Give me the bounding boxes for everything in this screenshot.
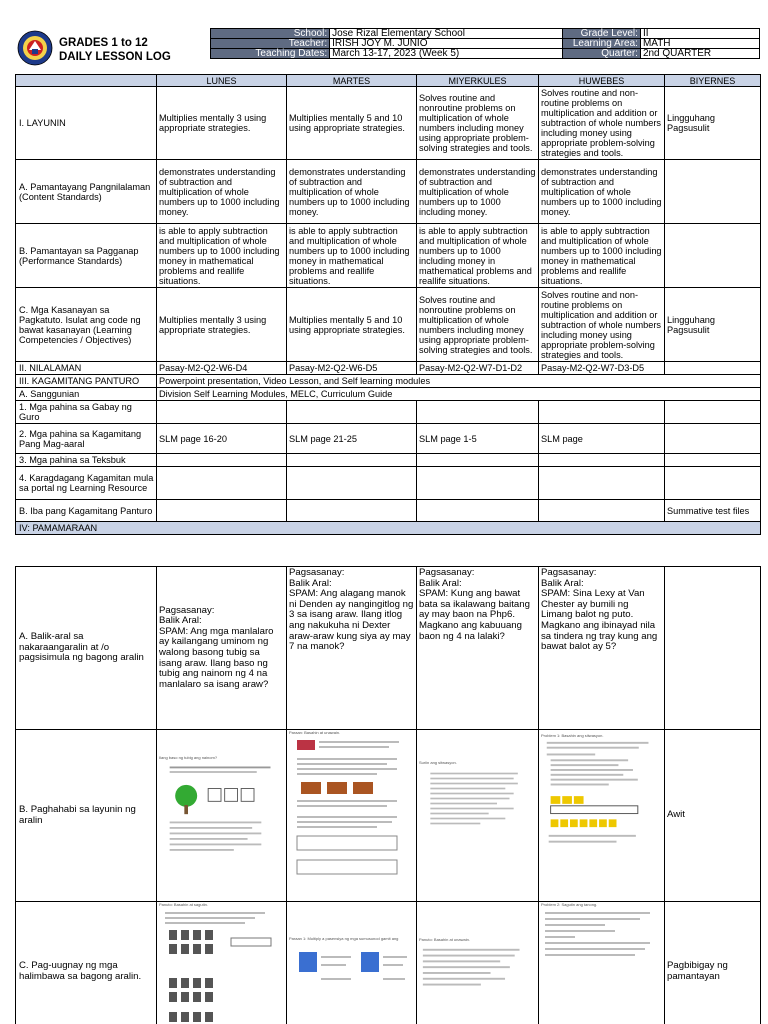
row-label: II. NILALAMAN (16, 362, 157, 375)
cell (287, 500, 417, 522)
cell (539, 500, 665, 522)
area-value: MATH (640, 39, 759, 49)
cell (287, 454, 417, 467)
cell: SLM page 1-5 (417, 424, 539, 454)
cell: Solves routine and nonroutine problems on multiplication of whole numbers including money using appropriate problem-solving strategies and tools. (417, 288, 539, 362)
row-label: C. Pag-uugnay ng mga halimbawa sa bagong aralin. (16, 902, 157, 1024)
deped-seal-icon (17, 30, 53, 66)
cell: Solves routine and non-routine problems on multiplication and addition or subtraction of whole numbers including money using appropriate problem-solving strategies and tools. (539, 87, 665, 160)
thumb-caption: Problem 2: Sagutin ang tanong. (541, 902, 598, 907)
chairs-worksheet-image (159, 908, 283, 1024)
cell (665, 467, 761, 500)
cell: Summative test files (665, 500, 761, 522)
cell (665, 224, 761, 288)
cell: demonstrates understanding of subtraction and multiplication of whole numbers up to 1000 including money. (157, 160, 287, 224)
performance-standards-row (16, 224, 761, 288)
cell (157, 500, 287, 522)
day-wednesday: MIYERKULES (417, 75, 539, 87)
thumb-caption: Suriin ang sitwasyon. (419, 760, 457, 766)
row-label: C. Mga Kasanayan sa Pagkatuto. Isulat ang code ng bawat kasanayan (Learning Competencies / Objectives) (16, 288, 157, 362)
title-line-1: GRADES 1 to 12 (59, 37, 148, 49)
school-value: Jose Rizal Elementary School (330, 29, 563, 39)
cell (665, 567, 761, 730)
cell: demonstrates understanding of subtraction and multiplication of whole numbers up to 1000 including money. (417, 160, 539, 224)
nilalaman-row (16, 362, 761, 375)
text-worksheet-image (419, 766, 535, 866)
cell (539, 467, 665, 500)
cell (417, 500, 539, 522)
row-label: B. Paghahabi sa layunin ng aralin (16, 730, 157, 902)
worksheet-thumb-b3 (417, 730, 539, 902)
worksheet-thumb-c4 (539, 902, 665, 1024)
cell (417, 401, 539, 424)
corner-cell (16, 75, 157, 87)
quarter-value: 2nd QUARTER (640, 49, 759, 59)
info-table (210, 28, 760, 59)
row-label: A. Pamantayang Pangnilalaman (Content Standards) (16, 160, 157, 224)
resource-row (16, 454, 761, 467)
cell (157, 454, 287, 467)
worksheet-thumb-c2 (287, 902, 417, 1024)
area-label: Learning Area: (563, 39, 641, 49)
worksheet-thumb-b4 (539, 730, 665, 902)
sanggunian-value: Division Self Learning Modules, MELC, Curriculum Guide (157, 388, 761, 401)
cell (665, 362, 761, 375)
day-monday: LUNES (157, 75, 287, 87)
cell: Awit (665, 730, 761, 902)
resource-row (16, 467, 761, 500)
dates-value: March 13-17, 2023 (Week 5) (330, 49, 563, 59)
day-header-row (16, 75, 761, 87)
cell: is able to apply subtraction and multiplication of whole numbers up to 1000 including money in mathematical problems and reallife situations. (539, 224, 665, 288)
content-standards-row (16, 160, 761, 224)
sanggunian-row (16, 388, 761, 401)
cell: demonstrates understanding of subtraction and multiplication of whole numbers up to 1000 including money. (287, 160, 417, 224)
eggs-worksheet-image (289, 736, 413, 896)
cell: Pagsasanay: Balik Aral: SPAM: Ang alagang manok ni Denden ay nangingitlog ng 3 sa isang araw. Ilang itlog ang nakukuha ni Dexter araw-araw kung siya ay may 7 na manok? (287, 567, 417, 730)
lesson-plan-table (15, 74, 761, 535)
teacher-value: IRISH JOY M. JUNIO (330, 39, 563, 49)
lesson-log-header (15, 28, 760, 68)
cell: Multiplies mentally 5 and 10 using appropriate strategies. (287, 288, 417, 362)
cell: is able to apply subtraction and multiplication of whole numbers up to 1000 including money in mathematical problems and reallife situations. (287, 224, 417, 288)
pamamaraan-row (16, 522, 761, 535)
text-worksheet-image-3 (541, 908, 661, 968)
row-label: B. Pamantayan sa Pagganap (Performance Standards) (16, 224, 157, 288)
worksheet-thumb-b2 (287, 730, 417, 902)
cell: Pagbibigay ng pamantayan (665, 902, 761, 1024)
thumb-caption: Ilang baso ng tubig ang nainom? (159, 755, 218, 761)
school-label: School: (211, 29, 330, 39)
thumb-caption: Panuto: Basahin at unawain. (419, 937, 470, 943)
cell (665, 160, 761, 224)
thumb-caption: Panuto: Basahin at sagutin. (159, 902, 208, 907)
worksheet-thumb-c3 (417, 902, 539, 1024)
number-line-worksheet-image (541, 738, 661, 893)
cell: Pagsasanay: Balik Aral: SPAM: Sina Lexy at Van Chester ay bumili ng Limang balot ng puto. Magkano ang ibinayad nila sa tindera ng tray kung ang bawat balot ay 5? (539, 567, 665, 730)
day-friday: BIYERNES (665, 75, 761, 87)
grade-label: Grade Level: (563, 29, 641, 39)
cell: Pagsasanay: Balik Aral: SPAM: Kung ang bawat bata sa ikalawang baitang ay may baon na Php6. Magkano ang kabuuang baon ng 4 na lalaki? (417, 567, 539, 730)
butterflies-worksheet-image (289, 942, 413, 1002)
row-label: A. Sanggunian (16, 388, 157, 401)
cell: Multiplies mentally 5 and 10 using appropriate strategies. (287, 87, 417, 160)
objectives-row (16, 87, 761, 160)
worksheet-thumb-c1 (157, 902, 287, 1024)
thumb-caption: Problem 1: Basahin ang sitwasyon. (541, 732, 604, 738)
cell: Solves routine and non-routine problems on multiplication and addition or subtraction of whole numbers including money using appropriate problem-solving strategies and tools. (539, 288, 665, 362)
cell (417, 467, 539, 500)
thumb-caption: Paraan 1: Multiply a pasensiya ng mga sumusunod gamit ang (289, 936, 399, 942)
log-title (59, 36, 171, 64)
cell (539, 454, 665, 467)
competencies-row (16, 288, 761, 362)
cell (665, 454, 761, 467)
cell (287, 401, 417, 424)
day-thursday: HUWEBES (539, 75, 665, 87)
kagamitan-row (16, 375, 761, 388)
text-worksheet-image-2 (419, 943, 535, 1001)
cell: is able to apply subtraction and multiplication of whole numbers up to 1000 including money in mathematical problems and reallife situations. (157, 224, 287, 288)
day-tuesday: MARTES (287, 75, 417, 87)
cell (539, 401, 665, 424)
balik-aral-row (16, 567, 761, 730)
resource-row (16, 500, 761, 522)
row-label: A. Balik-aral sa nakaraangaralin at /o pagsisimula ng bagong aralin (16, 567, 157, 730)
cell: Multiplies mentally 3 using appropriate strategies. (157, 87, 287, 160)
resource-row (16, 401, 761, 424)
thumb-caption: Paraan: Basahin at unawain. (289, 730, 341, 736)
dates-label: Teaching Dates: (211, 49, 330, 59)
row-label: I. LAYUNIN (16, 87, 157, 160)
cell (665, 401, 761, 424)
cell (665, 424, 761, 454)
cell: Lingguhang Pagsusulit (665, 288, 761, 362)
cell (157, 467, 287, 500)
cell: Pasay-M2-Q2-W6-D5 (287, 362, 417, 375)
row-label: III. KAGAMITANG PANTURO (16, 375, 157, 388)
cell: SLM page 21-25 (287, 424, 417, 454)
cell: SLM page (539, 424, 665, 454)
pag-uugnay-row (16, 902, 761, 1024)
cell: demonstrates understanding of subtraction and multiplication of whole numbers up to 1000 including money. (539, 160, 665, 224)
worksheet-thumb-b1 (157, 730, 287, 902)
cell: SLM page 16-20 (157, 424, 287, 454)
pamamaraan-label: IV: PAMAMARAAN (16, 522, 761, 535)
cell: Multiplies mentally 3 using appropriate strategies. (157, 288, 287, 362)
tree-worksheet-image (159, 761, 283, 871)
teacher-label: Teacher: (211, 39, 330, 49)
quarter-label: Quarter: (563, 49, 641, 59)
cell (287, 467, 417, 500)
cell: is able to apply subtraction and multiplication of whole numbers up to 1000 including money in mathematical problems and reallife situations. (417, 224, 539, 288)
row-label: 2. Mga pahina sa Kagamitang Pang Mag-aaral (16, 424, 157, 454)
row-label: 4. Karagdagang Kagamitan mula sa portal ng Learning Resource (16, 467, 157, 500)
resource-row (16, 424, 761, 454)
cell: Pasay-M2-Q2-W7-D1-D2 (417, 362, 539, 375)
cell: Pagsasanay: Balik Aral: SPAM: Ang mga manlalaro ay kailangang uminom ng walong basong tubig sa isang araw. Ilang baso ng tubig ang nainom ng 4 na manlalaro sa isang araw? (157, 567, 287, 730)
cell: Lingguhang Pagsusulit (665, 87, 761, 160)
cell: Pasay-M2-Q2-W7-D3-D5 (539, 362, 665, 375)
cell: Pasay-M2-Q2-W6-D4 (157, 362, 287, 375)
cell (417, 454, 539, 467)
kagamitan-value: Powerpoint presentation, Video Lesson, and Self learning modules (157, 375, 761, 388)
row-label: B. Iba pang Kagamitang Panturo (16, 500, 157, 522)
row-label: 3. Mga pahina sa Teksbuk (16, 454, 157, 467)
procedure-table (15, 566, 761, 1024)
paghahabi-row (16, 730, 761, 902)
cell (157, 401, 287, 424)
row-label: 1. Mga pahina sa Gabay ng Guro (16, 401, 157, 424)
grade-value: II (640, 29, 759, 39)
cell: Solves routine and nonroutine problems on multiplication of whole numbers including money using appropriate problem-solving strategies and tools. (417, 87, 539, 160)
title-line-2: DAILY LESSON LOG (59, 51, 171, 63)
